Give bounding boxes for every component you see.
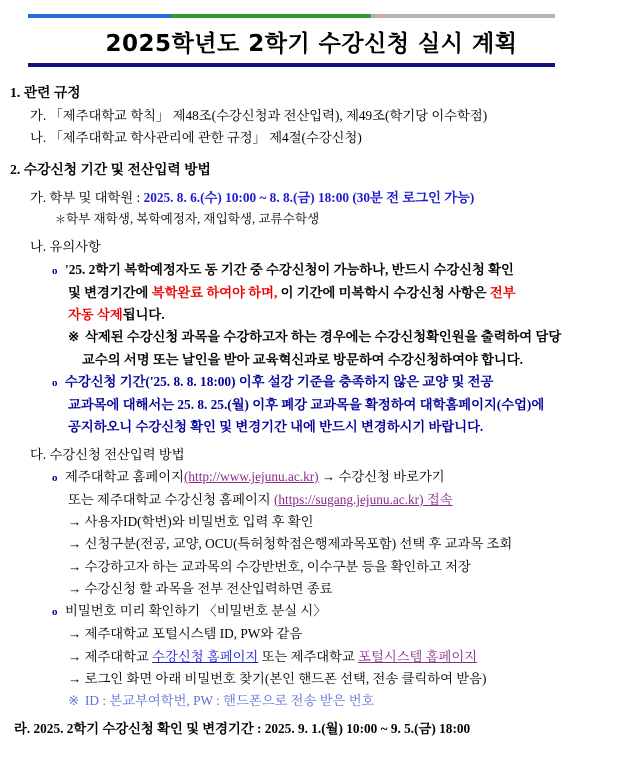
tricolor-rule (28, 14, 555, 18)
section-1-heading: 1. 관련 규정 (10, 85, 81, 100)
university-homepage-link[interactable]: (http://www.jejunu.ac.kr) (183, 468, 319, 484)
portal-homepage-text-link[interactable]: 포털시스템 홈페이지 (358, 648, 478, 664)
notice-emphasis-return-complete: 복학완료 하여야 하며, (151, 284, 278, 300)
step-2: → 신청구분(전공, 교양, OCU(특허청학점은행제과목포함) 선택 후 교과목 조회 (68, 536, 513, 552)
notice-emphasis-all: 전부 (489, 284, 516, 300)
section-1-item-ga: 가. 「제주대학교 학칙」 제48조(수강신청과 전산입력), 제49조(학기당 이수학점) (30, 107, 488, 123)
password-help-label-row (52, 604, 609, 618)
website-line-2 (68, 493, 609, 506)
step-4: → 수강신청 할 과목을 전부 전산입력하면 종료 (68, 581, 333, 597)
password-step-3: → 로그인 화면 아래 비밀번호 찾기(본인 핸드폰 선택, 전송 클릭하여 받음) (68, 670, 487, 686)
section-1-item-na: 나. 「제주대학교 학사관리에 관한 규정」 제4절(수강신청) (30, 130, 362, 146)
eligible-students-note (55, 213, 609, 226)
notice-item-2-text-1: 수강신청 기간('25. 8. 8. 18:00) 이후 설강 기준을 충족하지 않은 교양 및 전공 (65, 373, 494, 389)
password-step-1: → 제주대학교 포털시스템 ID, PW와 같음 (68, 626, 303, 642)
reference-note-line-1 (68, 330, 609, 343)
spacer (0, 67, 617, 86)
subsection-ga (30, 191, 609, 204)
page-title: 2025학년도 2학기 수강신청 실시 계획 (105, 31, 518, 57)
spacer (0, 144, 609, 163)
website-label: 제주대학교 홈페이지 (65, 468, 184, 484)
notice-item-1-text-3: 됩니다. (122, 307, 165, 323)
website-line-1 (52, 470, 609, 484)
notice-item-2-line-3: 공지하오니 수강신청 확인 및 변경기간 내에 반드시 변경하시기 바랍니다. (68, 419, 484, 435)
document-header (0, 0, 617, 67)
step-3: → 수강하고자 하는 교과목의 수강반번호, 이수구분 등을 확인하고 저장 (68, 558, 471, 574)
id-pw-note (68, 694, 609, 707)
notice-item-1-line-3 (68, 308, 609, 321)
document-body (0, 86, 617, 735)
subsection-ga-label: 가. 학부 및 대학원 : (30, 190, 144, 206)
website-arrow-text: → 수강신청 바로가기 (318, 468, 445, 484)
password-step-2-mid: 또는 제주대학교 (258, 648, 359, 664)
reference-note-line-2: 교수의 서명 또는 날인을 받아 교육혁신과로 방문하여 수강신청하여야 합니다. (82, 351, 523, 367)
circle-bullet-icon: o (52, 376, 58, 389)
spacer (0, 708, 609, 722)
password-step-2-pre: → 제주대학교 (68, 648, 153, 664)
notice-item-2-line-2: 교과목에 대해서는 25. 8. 25.(월) 이후 폐강 교과목을 확정하여 대학홈페이지(수업)에 (68, 396, 545, 412)
website-alt-label: 또는 제주대학교 수강신청 홈페이지 (68, 491, 274, 507)
circle-bullet-icon: o (52, 471, 58, 484)
spacer (0, 434, 609, 448)
application-period-value: 2025. 8. 6.(수) 10:00 ~ 8. 8.(금) 18:00 (30분 전 로그인 가능) (143, 190, 475, 206)
reference-mark-icon: ※ (68, 329, 80, 345)
circle-bullet-icon: o (52, 264, 58, 277)
rule-segment-gray (371, 14, 555, 18)
notice-item-1-line-2 (68, 286, 609, 299)
notice-item-2-line-1 (52, 375, 609, 389)
section-2-heading: 2. 수강신청 기간 및 전산입력 방법 (10, 162, 211, 178)
notice-item-1-text-2a: 및 변경기간에 (68, 284, 152, 300)
subsection-na-label: 나. 유의사항 (30, 239, 101, 255)
reference-mark-icon: ※ (68, 693, 80, 709)
step-1: → 사용자ID(학번)와 비밀번호 입력 후 확인 (68, 514, 314, 530)
notice-item-1-text-1: '25. 2학기 복학예정자도 동 기간 중 수강신청이 가능하나, 반드시 수강신청 확인 (65, 261, 514, 277)
rule-segment-blue (28, 14, 171, 18)
password-help-label: 비밀번호 미리 확인하기 〈비밀번호 분실 시〉 (65, 603, 327, 619)
id-pw-note-text: ID : 본교부여학번, PW : 핸드폰으로 전송 받은 번호 (85, 693, 375, 709)
rule-segment-green (171, 14, 371, 18)
circle-bullet-icon: o (52, 606, 58, 619)
notice-emphasis-auto-delete: 자동 삭제 (68, 307, 123, 323)
eligible-students-text: 학부 재학생, 복학예정자, 재입학생, 교류수학생 (66, 212, 320, 227)
star-bullet-icon: ＊ (55, 214, 66, 227)
subsection-da-label: 다. 수강신청 전산입력 방법 (30, 446, 185, 462)
notice-item-1-text-2b: 이 기간에 미복학시 수강신청 사항은 (277, 284, 490, 300)
reference-note-text-1: 삭제된 수강신청 과목을 수강하고자 하는 경우에는 수강신청확인원을 출력하여 담당 (85, 329, 562, 345)
sugang-homepage-text-link[interactable]: 수강신청 홈페이지 (152, 648, 259, 664)
notice-item-1-line-1 (52, 263, 609, 277)
subsection-ra: 라. 2025. 2학기 수강신청 확인 및 변경기간 : 2025. 9. 1.(월) 10:00 ~ 9. 5.(금) 18:00 (14, 720, 471, 736)
sugang-homepage-link[interactable]: (https://sugang.jejunu.ac.kr) 접속 (273, 491, 453, 507)
password-step-2 (68, 650, 609, 663)
